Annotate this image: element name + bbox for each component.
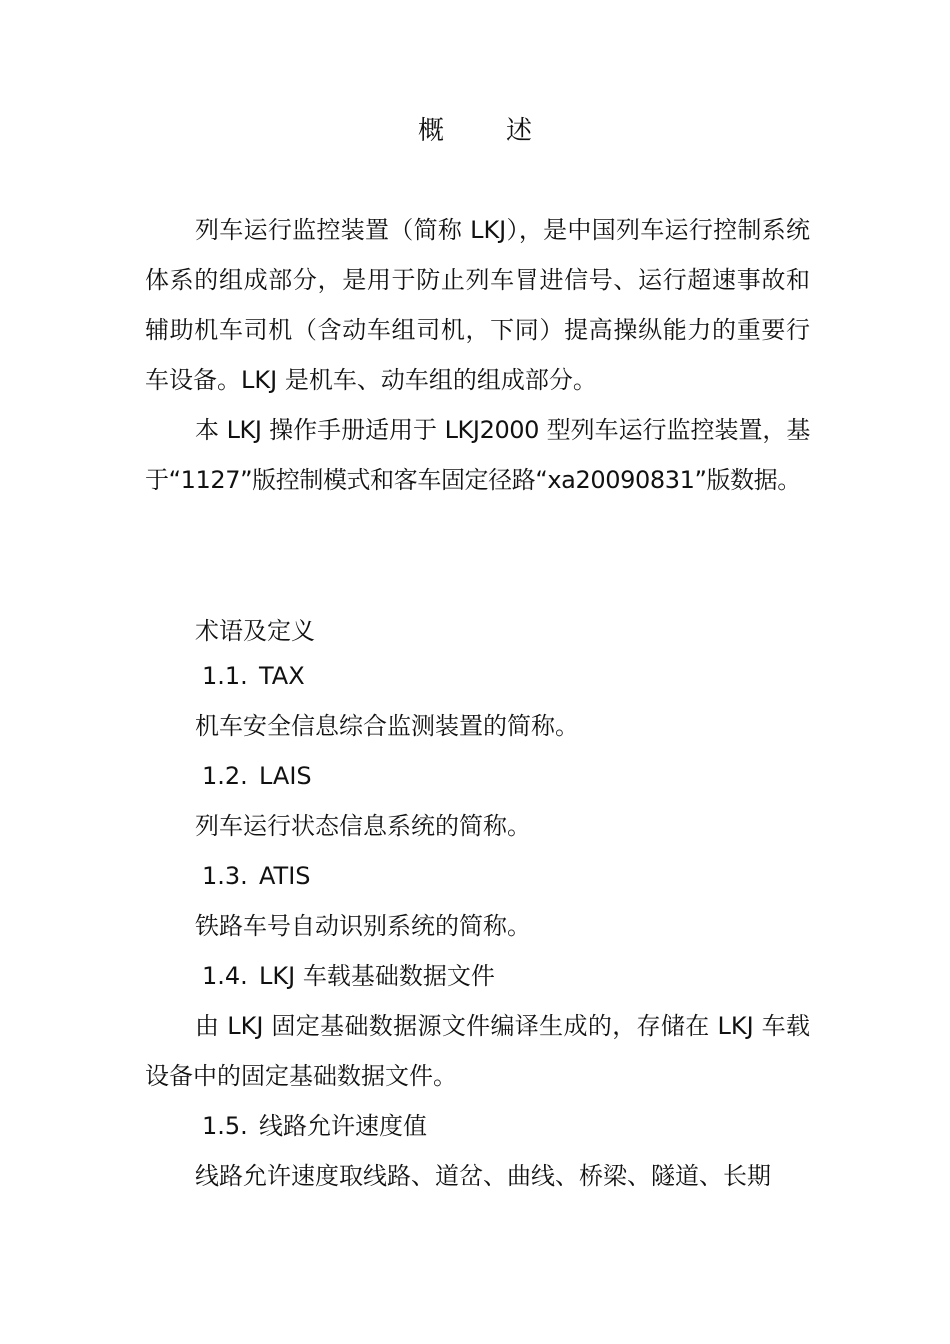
term-name: ATIS: [259, 862, 311, 890]
term-name: LKJ 车载基础数据文件: [259, 962, 495, 990]
section-heading: 术语及定义: [195, 617, 315, 645]
term-number: 1.1.: [202, 662, 248, 690]
intro-paragraph-2: 本 LKJ 操作手册适用于 LKJ2000 型列车运行监控装置，基于“1127”版控制模式和客车固定径路“xa20090831”版数据。: [145, 416, 810, 494]
intro-paragraph-1: 列车运行监控装置（简称 LKJ），是中国列车运行控制系统体系的组成部分，是用于防止列车冒进信号、运行超速事故和辅助机车司机（含动车组司机，下同）提高操纵能力的重要行车设备。LKJ 是机车、动车组的组成部分。: [145, 216, 810, 394]
term-name: LAIS: [259, 762, 312, 790]
term-definition: [145, 1001, 810, 1101]
term-definition: 列车运行状态信息系统的简称。: [195, 812, 531, 840]
term-heading: [202, 851, 311, 901]
term-heading: [202, 1101, 427, 1151]
term-heading: [202, 951, 495, 1001]
intro-block: [145, 205, 810, 505]
term-definition: 线路允许速度取线路、道岔、曲线、桥梁、隧道、长期: [195, 1162, 771, 1190]
term-number: 1.3.: [202, 862, 248, 890]
term-definition: 铁路车号自动识别系统的简称。: [195, 912, 531, 940]
term-heading: [202, 651, 305, 701]
term-name: TAX: [259, 662, 305, 690]
title-char-1: 概: [417, 116, 444, 146]
term-name: 线路允许速度值: [259, 1112, 427, 1140]
term-heading: [202, 751, 312, 801]
title-char-2: 述: [506, 116, 533, 146]
term-definition: 机车安全信息综合监测装置的简称。: [195, 712, 579, 740]
term-number: 1.2.: [202, 762, 248, 790]
term-number: 1.4.: [202, 962, 248, 990]
page-title: [0, 110, 950, 147]
term-definition-text: 由 LKJ 固定基础数据源文件编译生成的，存储在 LKJ 车载设备中的固定基础数据文件。: [145, 1012, 810, 1090]
term-number: 1.5.: [202, 1112, 248, 1140]
